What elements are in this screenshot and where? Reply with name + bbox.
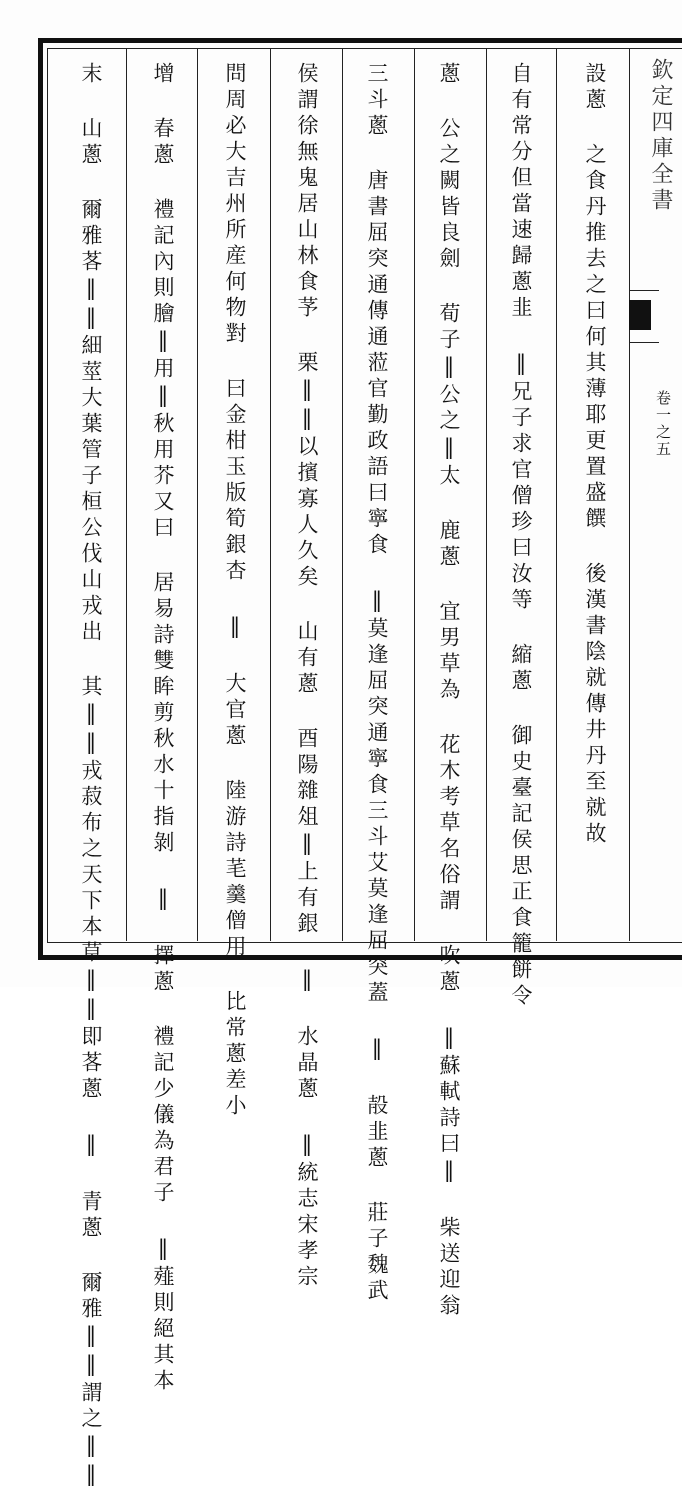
column-rule [556,48,557,941]
spine-header-text: 欽定四庫全書 [648,58,673,214]
column-text: 自有常分但當速歸蔥韭 ‖兄子求官僧珍曰汝等 縮蔥 御史臺記侯思正食籠餅令 [509,62,533,1010]
text-column-3 [424,62,474,1320]
column-text: 三斗蔥 唐書屈突通傳通蒞官勤政語曰寧食 ‖莫逢屈突通寧食三斗艾莫逢屈突蓋 ‖ 㱿韭蔥 莊子魏武 [365,62,389,1305]
spine-section-text: 卷一之五 [654,390,672,458]
column-text: 問周必大吉州所産何物對 曰金柑玉版筍銀杏 ‖ 大官蔥 陸游詩芼羹僧用 比常蔥差小 [223,62,247,1120]
column-rule [629,48,630,941]
column-text: 增 春蔥 禮記內則膾‖用‖秋用芥又曰 居易詩雙眸剪秋水十指剝 ‖ 擇蔥 禮記少儀為君子 ‖薤則絕其本 [151,62,175,1395]
text-column-4 [352,62,402,1305]
spine-divider [629,342,659,343]
column-text: 末 山蔥 爾雅茖‖‖細莖大葉管子桓公伐山戎出 其‖‖戎菽布之天下本草‖‖即茖蔥 ‖ 青蔥 爾雅‖‖謂之‖‖ [79,62,103,1491]
text-column-8 [66,62,116,1491]
column-text: 設蔥 之食丹推去之曰何其薄耶更置盛饌 後漢書陰就傳井丹至就故 [583,62,607,848]
spine-section [648,390,678,458]
column-rule [126,48,127,941]
column-rule [486,48,487,941]
text-column-1 [570,62,620,848]
column-text: 蔥 公之闕皆良劍 荀子‖公之‖太 鹿蔥 宜男草為 花木考草名俗謂 吹蔥 ‖蘇軾詩曰‖ 柴送迎翁 [437,62,461,1320]
text-column-6 [210,62,260,1120]
column-rule [414,48,415,941]
text-column-7 [138,62,188,1395]
fishtail-mark [629,300,651,330]
column-rule [342,48,343,941]
column-rule [197,48,198,941]
column-rule [270,48,271,941]
spine-divider [629,290,659,291]
column-text: 侯謂徐無鬼居山林食芧 栗‖‖以擯寡人久矣 山有蔥 酉陽雜俎‖上有銀 ‖ 水晶蔥 ‖統志宋孝宗 [295,62,319,1291]
text-column-5 [282,62,332,1291]
spine-header [640,58,680,214]
text-column-2 [496,62,546,1010]
